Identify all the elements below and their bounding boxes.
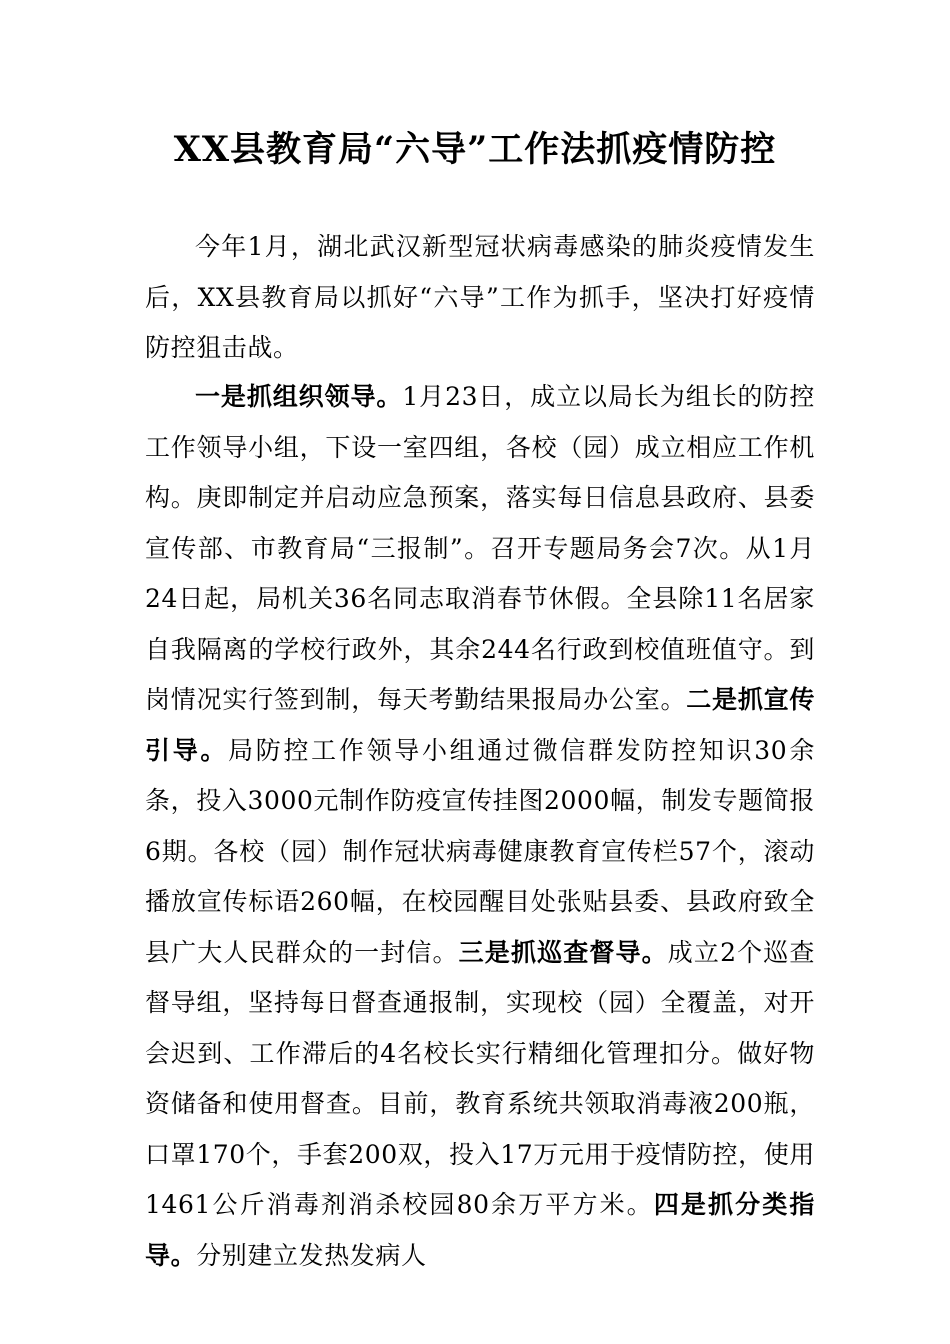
main-paragraph (145, 372, 815, 1281)
section-text-inspection: 成立2个巡查督导组，坚持每日督查通报制，实现校（园）全覆盖，对开会迟到、工作滞后的4名校长实行精细化管理扣分。做好物资储备和使用督查。目前，教育系统共领取消毒液200瓶，口罩170个，手套200双，投入17万元用于疫情防控，使用1461公斤消毒剂消杀校园80余万平方米。 (145, 937, 815, 1219)
intro-paragraph: 今年1月，湖北武汉新型冠状病毒感染的肺炎疫情发生后，XX县教育局以抓好“六导”工作为抓手，坚决打好疫情防控狙击战。 (145, 232, 815, 362)
section-heading-inspection: 三是抓巡查督导。 (458, 937, 668, 967)
document-title: XX县教育局“六导”工作法抓疫情防控 (173, 129, 777, 170)
section-heading-classification: 四是抓分类指导。 (145, 1190, 815, 1270)
section-heading-organization: 一是抓组织领导。 (195, 382, 403, 411)
section-heading-publicity: 二是抓宣传引导。 (145, 685, 815, 765)
section-text-publicity: 局防控工作领导小组通过微信群发防控知识30余条，投入3000元制作防疫宣传挂图2000幅，制发专题简报6期。各校（园）制作冠状病毒健康教育宣传栏57个，滚动播放宣传标语260幅，在校园醒目处张贴县委、县政府致全县广大人民群众的一封信。 (145, 735, 815, 967)
section-text-classification: 分别建立发热发病人 (196, 1240, 427, 1270)
section-text-organization: 1月23日，成立以局长为组长的防控工作领导小组，下设一室四组，各校（园）成立相应工作机构。庚即制定并启动应急预案，落实每日信息县政府、县委宣传部、市教育局“三报制”。召开专题局务会7次。从1月24日起，局机关36名同志取消春节休假。全县除11名居家自我隔离的学校行政外，其余244名行政到校值班值守。到岗情况实行签到制，每天考勤结果报局办公室。 (145, 382, 815, 714)
